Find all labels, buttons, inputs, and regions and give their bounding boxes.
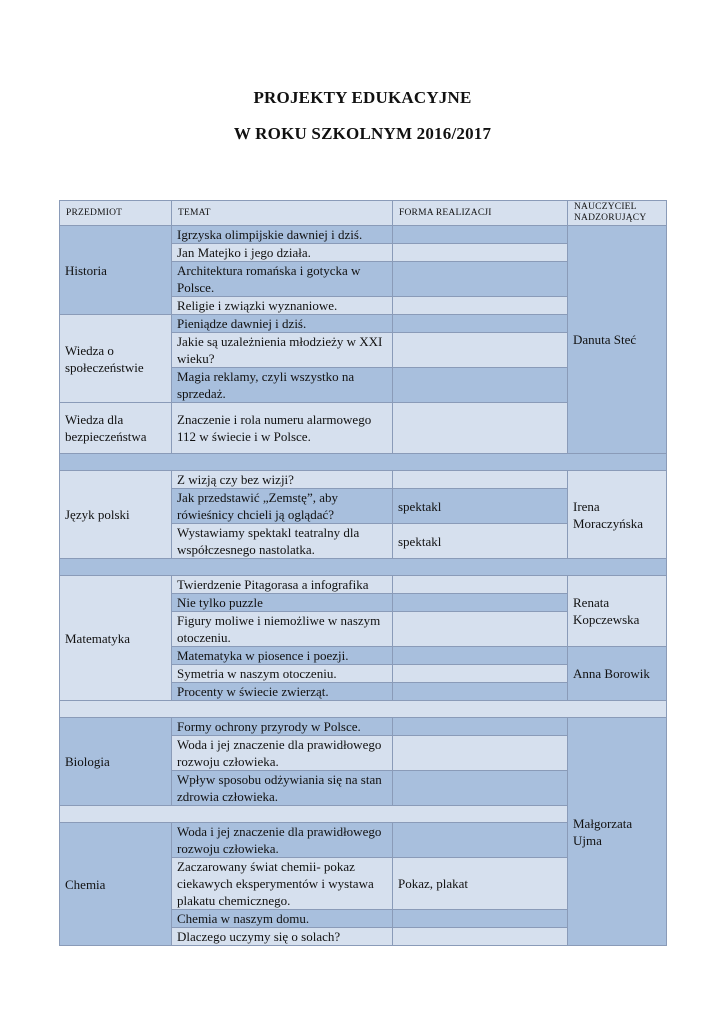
form-cell [393,718,568,736]
header-topic: TEMAT [172,201,393,226]
form-cell [393,771,568,806]
topic-cell: Nie tylko puzzle [172,594,393,612]
subject-cell-matematyka: Matematyka [60,576,172,701]
form-cell [393,471,568,489]
topic-cell: Magia reklamy, czyli wszystko na sprzedaż. [172,368,393,403]
topic-cell: Zaczarowany świat chemii- pokaz ciekawych eksperymentów i wystawa plakatu chemicznego. [172,858,393,910]
subject-cell-chemia: Chemia [60,823,172,946]
form-cell: spektakl [393,524,568,559]
topic-cell: Jan Matejko i jego działa. [172,244,393,262]
form-cell [393,333,568,368]
document-subtitle: W ROKU SZKOLNYM 2016/2017 [233,124,492,143]
form-cell [393,368,568,403]
subject-cell-wos: Wiedza o społeczeństwie [60,315,172,403]
form-cell [393,665,568,683]
subject-cell-polski: Język polski [60,471,172,559]
teacher-cell-borowik: Anna Borowik [568,647,667,701]
topic-cell: Religie i związki wyznaniowe. [172,297,393,315]
subject-cell-historia: Historia [60,226,172,315]
form-cell [393,736,568,771]
topic-cell: Woda i jej znaczenie dla prawidłowego rozwoju człowieka. [172,736,393,771]
topic-cell: Jakie są uzależnienia młodzieży w XXI wieku? [172,333,393,368]
topic-cell: Formy ochrony przyrody w Polsce. [172,718,393,736]
header-row [60,201,667,226]
topic-cell: Chemia w naszym domu. [172,910,393,928]
form-cell [393,315,568,333]
teacher-cell-moraczynska: Irena Moraczyńska [568,471,667,559]
topic-cell: Wpływ sposobu odżywiania się na stan zdrowia człowieka. [172,771,393,806]
topic-cell: Symetria w naszym otoczeniu. [172,665,393,683]
header-teacher: NAUCZYCIEL NADZORUJĄCY [568,201,667,226]
topic-cell: Procenty w świecie zwierząt. [172,683,393,701]
subject-cell-biologia: Biologia [60,718,172,806]
form-cell [393,910,568,928]
teacher-cell-kopczewska: Renata Kopczewska [568,576,667,647]
table-row [60,226,667,244]
form-cell: Pokaz, plakat [393,858,568,910]
table-row [60,718,667,736]
topic-cell: Woda i jej znaczenie dla prawidłowego rozwoju człowieka. [172,823,393,858]
document-title: PROJEKTY EDUKACYJNE [253,88,472,107]
form-cell [393,576,568,594]
form-cell [393,226,568,244]
separator-row [60,701,667,718]
topic-cell: Znaczenie i rola numeru alarmowego 112 w świecie i w Polsce. [172,403,393,454]
form-cell [393,928,568,946]
form-cell [393,594,568,612]
form-cell [393,823,568,858]
teacher-cell-ujma: Małgorzata Ujma [568,718,667,946]
separator-row [60,454,667,471]
topic-cell: Igrzyska olimpijskie dawniej i dziś. [172,226,393,244]
subject-cell-edb: Wiedza dla bezpieczeństwa [60,403,172,454]
form-cell [393,297,568,315]
header-subject: PRZEDMIOT [60,201,172,226]
form-cell [393,612,568,647]
separator-row [60,559,667,576]
topic-cell: Twierdzenie Pitagorasa a infografika [172,576,393,594]
topic-cell: Z wizją czy bez wizji? [172,471,393,489]
topic-cell: Matematyka w piosence i poezji. [172,647,393,665]
form-cell [393,262,568,297]
form-cell [393,403,568,454]
table-row [60,576,667,594]
projects-table [59,200,667,946]
topic-cell: Jak przedstawić „Zemstę”, aby rówieśnicy chcieli ją oglądać? [172,489,393,524]
table-row [60,471,667,489]
form-cell [393,647,568,665]
form-cell: spektakl [393,489,568,524]
form-cell [393,683,568,701]
form-cell [393,244,568,262]
topic-cell: Figury moliwe i niemożliwe w naszym otoczeniu. [172,612,393,647]
teacher-cell-stec: Danuta Steć [568,226,667,454]
topic-cell: Architektura romańska i gotycka w Polsce. [172,262,393,297]
topic-cell: Pieniądze dawniej i dziś. [172,315,393,333]
topic-cell: Wystawiamy spektakl teatralny dla współczesnego nastolatka. [172,524,393,559]
topic-cell: Dlaczego uczymy się o solach? [172,928,393,946]
header-form: FORMA REALIZACJI [393,201,568,226]
